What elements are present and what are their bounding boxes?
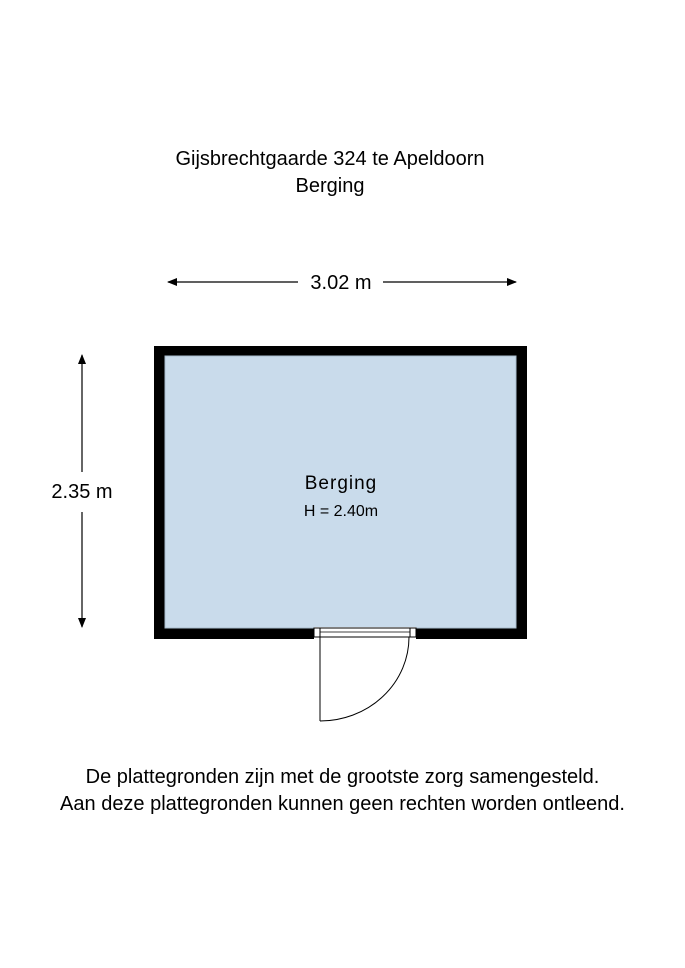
plan-subtitle: Berging <box>295 175 365 197</box>
width-label: 3.02 m <box>310 272 372 294</box>
room-height-label: H = 2.40m <box>303 503 379 520</box>
room-berging <box>154 346 527 721</box>
room-name-label: Berging <box>304 473 378 494</box>
door-swing-arc <box>320 637 409 721</box>
door-jamb-left <box>314 628 320 637</box>
width-dimension <box>168 272 516 294</box>
address-title: Gijsbrechtgaarde 324 te Apeldoorn <box>175 148 485 170</box>
depth-label: 2.35 m <box>51 481 113 503</box>
disclaimer <box>0 764 685 818</box>
depth-dimension <box>51 355 112 627</box>
disclaimer-line-2: Aan deze plattegronden kunnen geen rechten worden ontleend. <box>60 793 625 815</box>
disclaimer-line-1: De plattegronden zijn met de grootste zorg samengesteld. <box>85 766 600 788</box>
door-opening <box>314 627 416 640</box>
door-jamb-right <box>410 628 416 637</box>
